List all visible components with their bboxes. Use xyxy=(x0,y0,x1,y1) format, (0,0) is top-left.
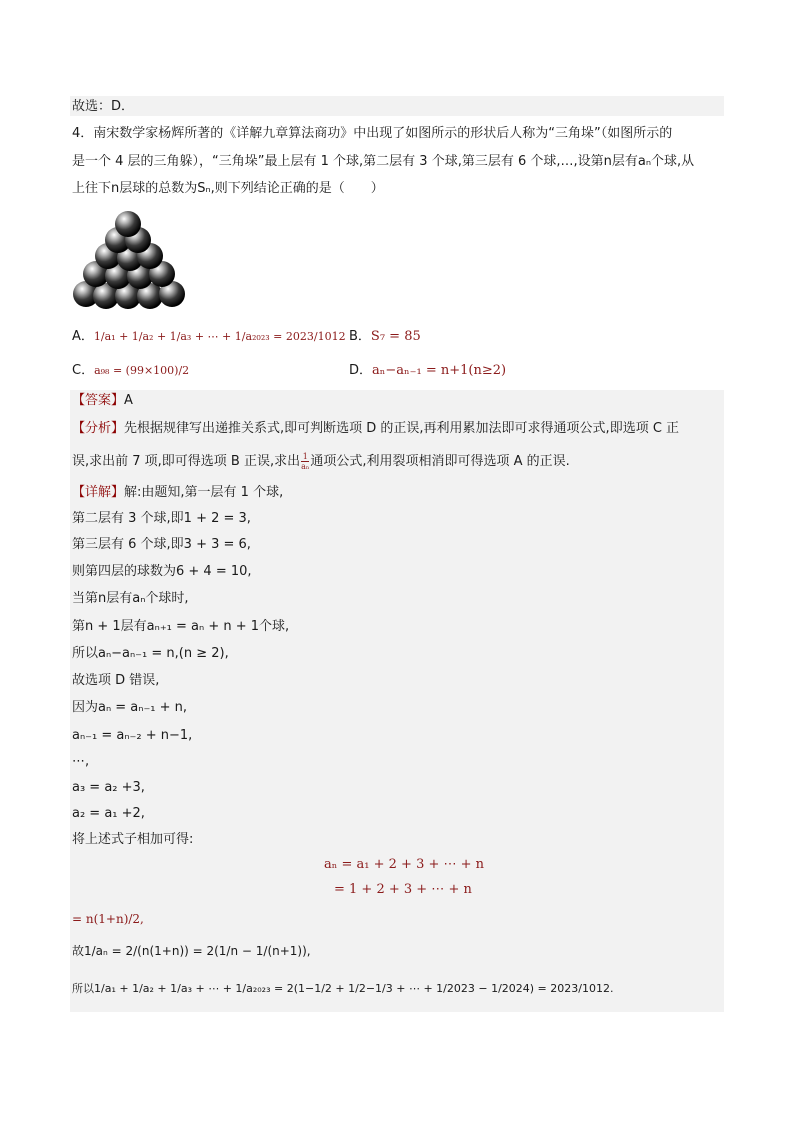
detail-line-6: 第n + 1层有aₙ₊₁ = aₙ + n + 1个球, xyxy=(72,619,290,634)
analysis-line-1 xyxy=(72,420,679,438)
option-d xyxy=(349,362,506,380)
question-line-2: 是一个 4 层的三角躲），“三角垛”最上层有 1 个球,第二层有 3 个球,第三层有 6 个球,…,设第n层有aₙ个球,从 xyxy=(72,154,695,169)
detail-tag: 【详解】 xyxy=(72,485,125,500)
detail-text-1: 解:由题知,第一层有 1 个球, xyxy=(124,485,284,500)
detail-line-3: 第三层有 6 个球,即3 + 3 = 6, xyxy=(72,537,251,552)
detail-line-10: aₙ₋₁ = aₙ₋₂ + n−1, xyxy=(72,728,193,743)
detail-centered-2: = 1 + 2 + 3 + ⋯ + n xyxy=(334,882,472,897)
prev-answer: 故选：D． xyxy=(72,99,135,114)
question-text-1: 南宋数学家杨辉所著的《详解九章算法商功》中出现了如图所示的形状后人称为“三角垛”（如图所示的 xyxy=(93,126,673,141)
detail-line-8: 故选项 D 错误, xyxy=(72,673,160,688)
option-b-expr: S₇ = 85 xyxy=(370,329,421,344)
detail-line-12: a₃ = a₂ +3, xyxy=(72,780,145,795)
analysis-text-2b: 通项公式,利用裂项相消即可得选项 A 的正误. xyxy=(310,454,570,469)
option-b-label: B． xyxy=(349,329,371,344)
detail-line-14: 将上述式子相加可得: xyxy=(72,832,194,847)
answer-tag: 【答案】 xyxy=(72,393,125,408)
detail-line-17: 所以1/a₁ + 1/a₂ + 1/a₃ + ⋯ + 1/a₂₀₂₃ = 2(1−1/2 + 1/2−1/3 + ⋯ + 1/2023 − 1/2024) = 2023/1012. xyxy=(72,982,614,995)
detail-line-11: ⋯, xyxy=(72,754,90,769)
option-c-label: C． xyxy=(72,363,95,378)
detail-line-2: 第二层有 3 个球,即1 + 2 = 3, xyxy=(72,511,251,526)
detail-line-5: 当第n层有aₙ个球时, xyxy=(72,591,189,606)
detail-line-15: = n(1+n)/2, xyxy=(72,912,144,926)
question-number: 4． xyxy=(72,126,94,141)
analysis-line-2 xyxy=(72,452,570,471)
answer-line xyxy=(72,392,133,410)
option-a-expr: 1/a₁ + 1/a₂ + 1/a₃ + ⋯ + 1/a₂₀₂₃ = 2023/1012 xyxy=(93,330,346,343)
option-b xyxy=(349,328,421,346)
option-a-label: A． xyxy=(72,329,94,344)
detail-line-1 xyxy=(72,484,283,502)
question-line-3: 上往下n层球的总数为Sₙ,则下列结论正确的是（ ） xyxy=(72,181,384,196)
answer-band xyxy=(70,96,724,116)
detail-line-13: a₂ = a₁ +2, xyxy=(72,806,145,821)
analysis-text-2a: 误,求出前 7 项,即可得选项 B 正误,求出 xyxy=(72,454,301,469)
analysis-text-1: 先根据规律写出递推关系式,即可判断选项 D 的正误,再利用累加法即可求得通项公式,即选项 C 正 xyxy=(124,421,680,436)
detail-line-7: 所以aₙ−aₙ₋₁ = n,(n ≥ 2), xyxy=(72,646,229,661)
question-line-1 xyxy=(72,125,672,143)
analysis-tag: 【分析】 xyxy=(72,421,125,436)
pyramid-balls xyxy=(73,211,185,309)
detail-line-9: 因为aₙ = aₙ₋₁ + n, xyxy=(72,700,188,715)
option-c-expr: a₉₈ = (99×100)/2 xyxy=(94,364,190,377)
option-a xyxy=(72,328,346,346)
analysis-inline-frac: $\frac{1}{\text{aₙ}}$ xyxy=(301,452,310,471)
option-c xyxy=(72,362,189,380)
detail-centered-1: aₙ = a₁ + 2 + 3 + ⋯ + n xyxy=(324,857,485,872)
option-d-expr: aₙ−aₙ₋₁ = n+1(n≥2) xyxy=(372,363,507,378)
answer-value: A xyxy=(124,393,133,408)
option-d-label: D． xyxy=(349,363,373,378)
detail-line-4: 则第四层的球数为6 + 4 = 10, xyxy=(72,564,252,579)
detail-line-16: 故1/aₙ = 2/(n(1+n)) = 2(1/n − 1/(n+1)), xyxy=(72,944,311,958)
ball-pyramid-figure xyxy=(72,210,192,310)
